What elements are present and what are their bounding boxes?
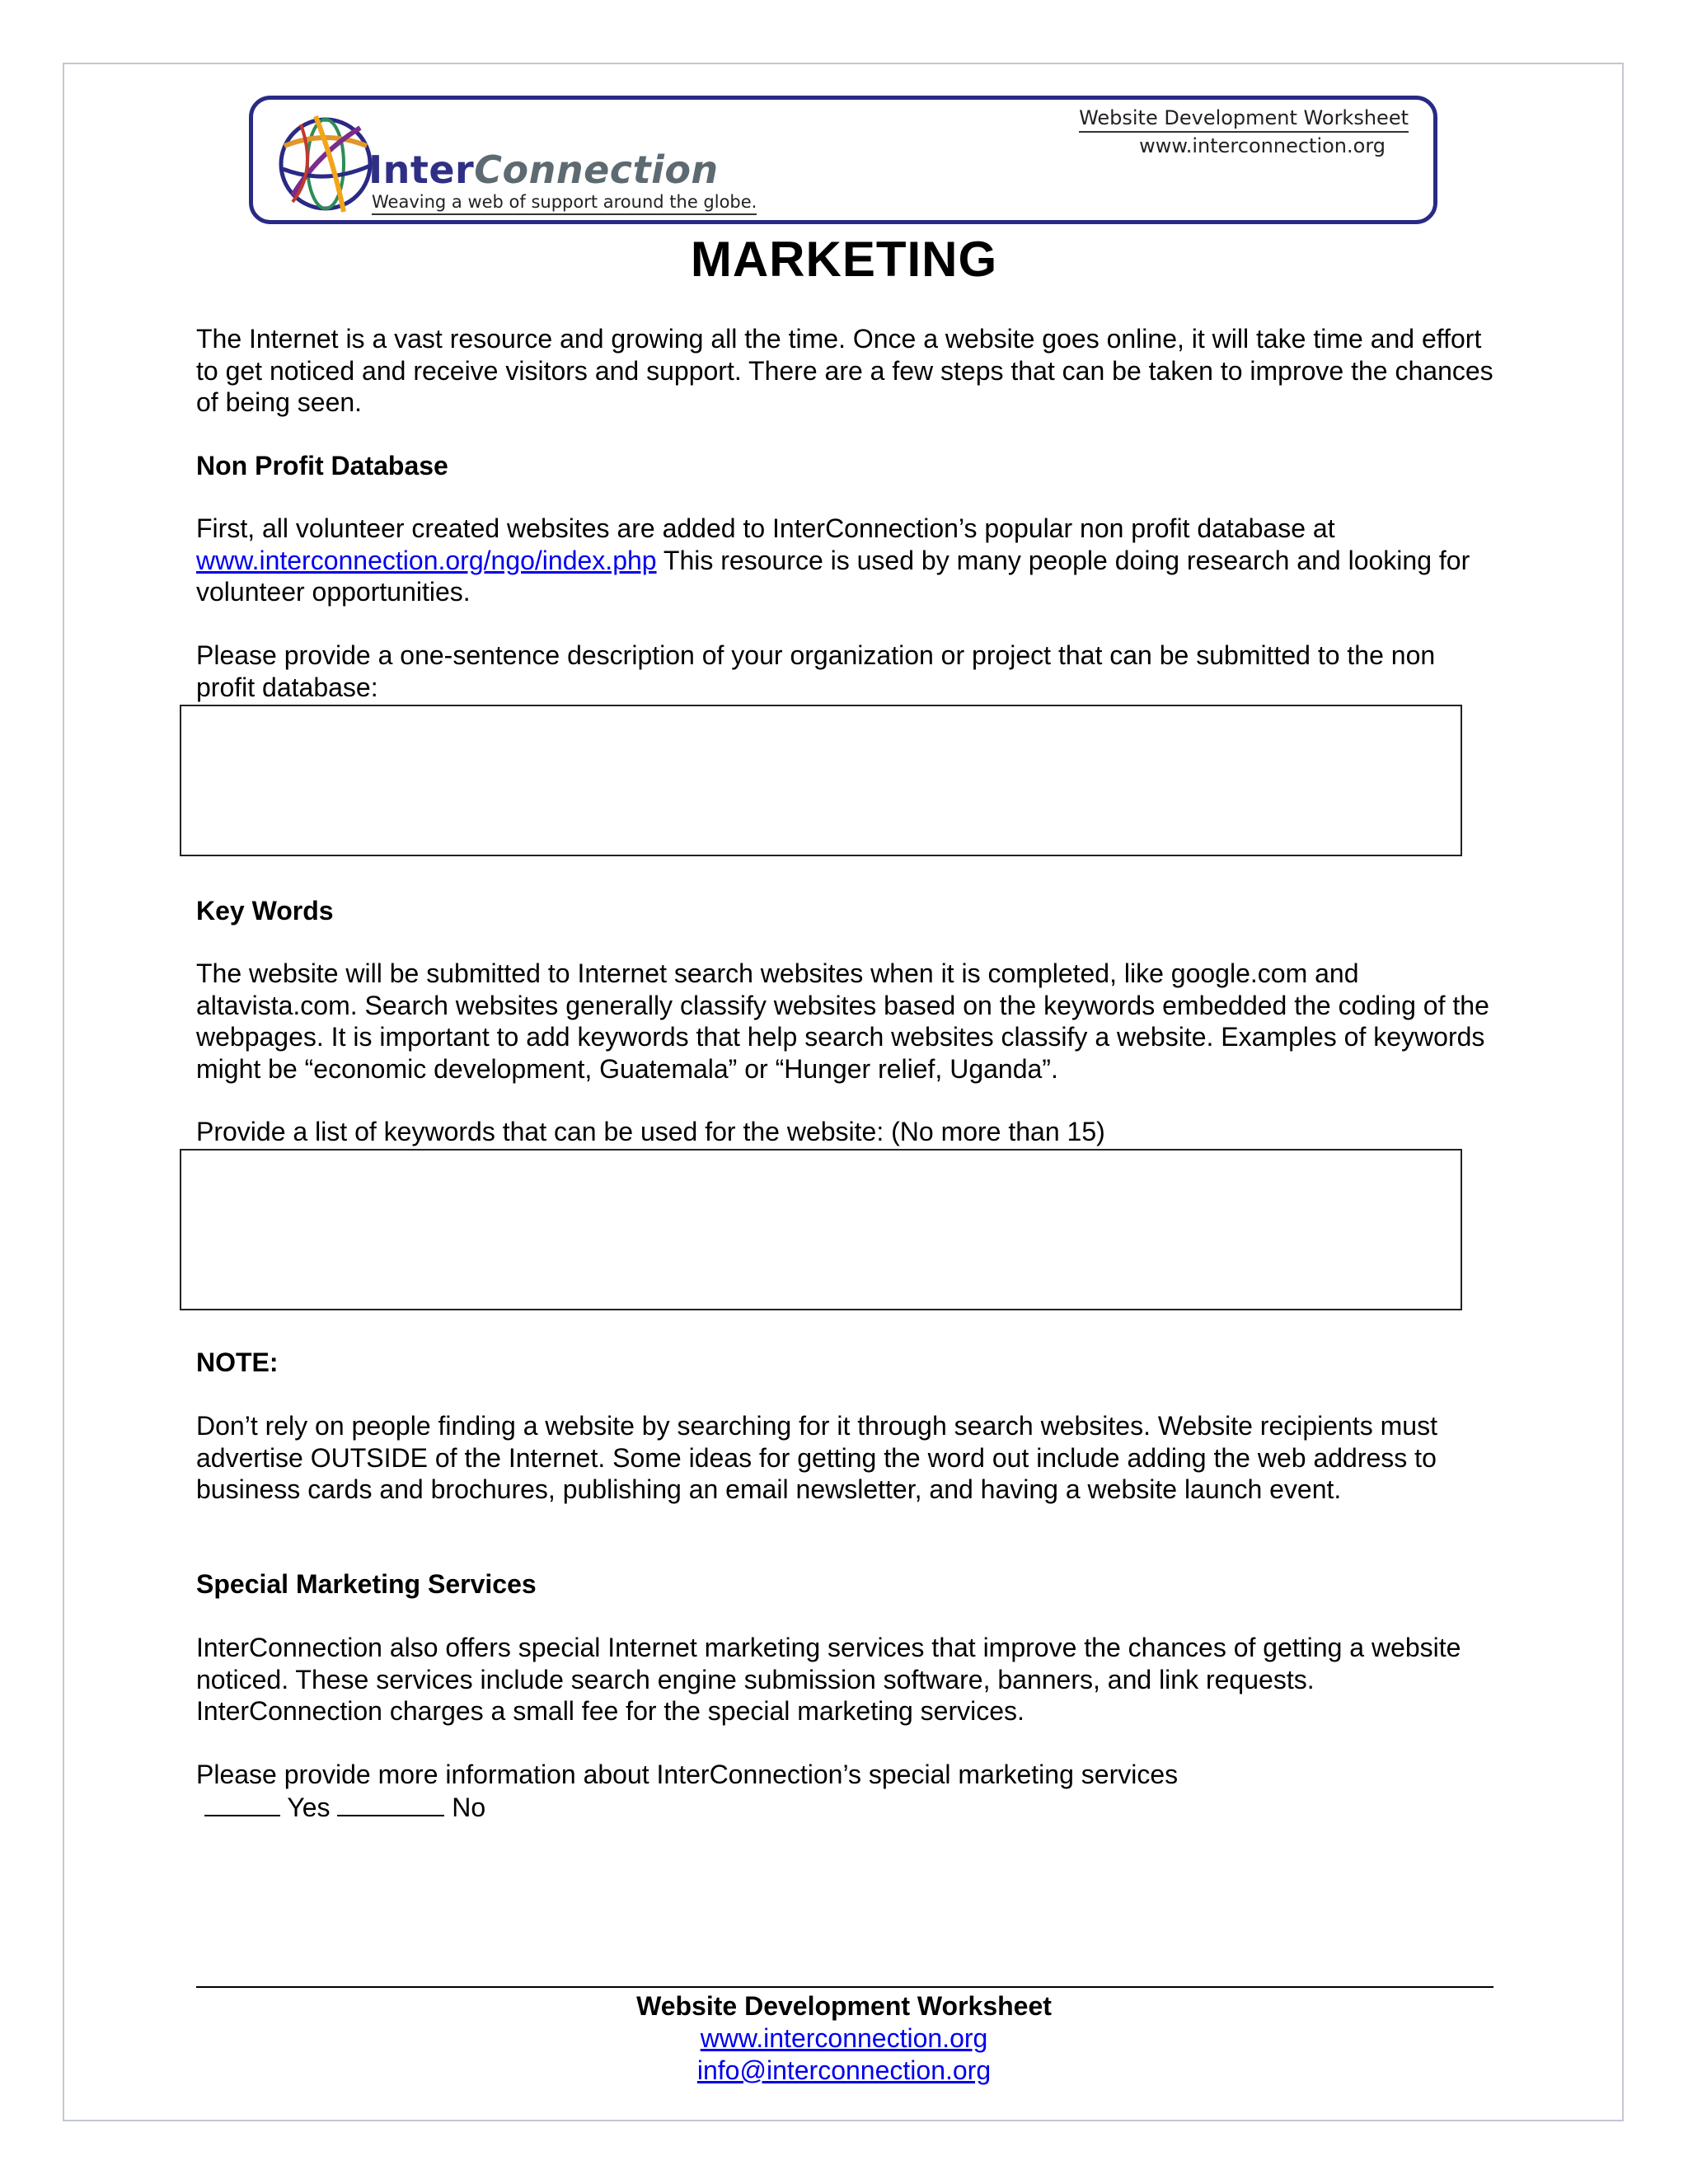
ngo-database-link[interactable]: www.interconnection.org/ngo/index.php [196,545,657,575]
footer-website-link[interactable]: www.interconnection.org [700,2023,988,2053]
keywords-prompt: Provide a list of keywords that can be used for the website: (No more than 15) [196,1117,1105,1146]
special-services-paragraph: InterConnection also offers special Internet marketing services that improve the chances of getting a website noticed. These services include search engine submission software, banners, and link requests. InterConnection charges a small fee for the special marketing services. [196,1633,1461,1726]
header-website: www.interconnection.org [1139,134,1386,157]
yes-label: Yes [287,1793,331,1822]
no-blank[interactable] [337,1790,444,1816]
special-services-prompt: Please provide more information about InterConnection’s special marketing services [196,1760,1179,1789]
nonprofit-text-before-link: First, all volunteer created websites are added to InterConnection’s popular non profit database at [196,513,1335,543]
brand-name [368,148,719,192]
footer-title: Website Development Worksheet [636,1991,1052,2021]
note-paragraph: Don’t rely on people finding a website by searching for it through search websites. Website recipients must advertise OUTSIDE of the Internet. Some ideas for getting the word out include adding the web address to business cards and brochures, publishing an email newsletter, and having a website launch event. [196,1411,1437,1504]
brand-name-inter: Inter [368,148,475,192]
nonprofit-paragraph [196,513,1498,608]
note-heading: NOTE: [196,1347,279,1377]
nonprofit-text-after-link: This resource is used by many people doing research and looking for volunteer opportunities. [196,545,1470,607]
yes-no-choice [196,1790,485,1823]
intro-paragraph: The Internet is a vast resource and growing all the time. Once a website goes online, it will take time and effort to get noticed and receive visitors and support. There are a few steps that can be taken to improve the chances of being seen. [196,324,1493,417]
footer-divider [196,1986,1493,1988]
special-services-heading: Special Marketing Services [196,1569,537,1599]
no-label: No [452,1793,486,1822]
header-worksheet-title: Website Development Worksheet [1079,106,1409,133]
brand-name-connection: Connection [474,148,719,192]
globe-logo-icon [268,105,383,220]
nonprofit-heading: Non Profit Database [196,451,448,480]
keywords-input-box[interactable] [180,1149,1462,1310]
keywords-heading: Key Words [196,896,334,926]
page-title: MARKETING [690,232,998,287]
nonprofit-prompt: Please provide a one-sentence description of your organization or project that can be submitted to the non profit database: [196,640,1436,702]
footer-email-link[interactable]: info@interconnection.org [696,2055,992,2085]
description-input-box[interactable] [180,705,1462,856]
header-banner [249,96,1437,224]
keywords-paragraph: The website will be submitted to Internet search websites when it is completed, like google.com and altavista.com. Search websites generally classify websites based on the keywords embedded the coding of the webpages. It is important to add keywords that help search websites classify a website. Examples of keywords might be “economic development, Guatemala” or “Hunger relief, Uganda”. [196,958,1489,1084]
yes-blank[interactable] [204,1790,280,1816]
brand-tagline: Weaving a web of support around the globe. [372,192,757,215]
